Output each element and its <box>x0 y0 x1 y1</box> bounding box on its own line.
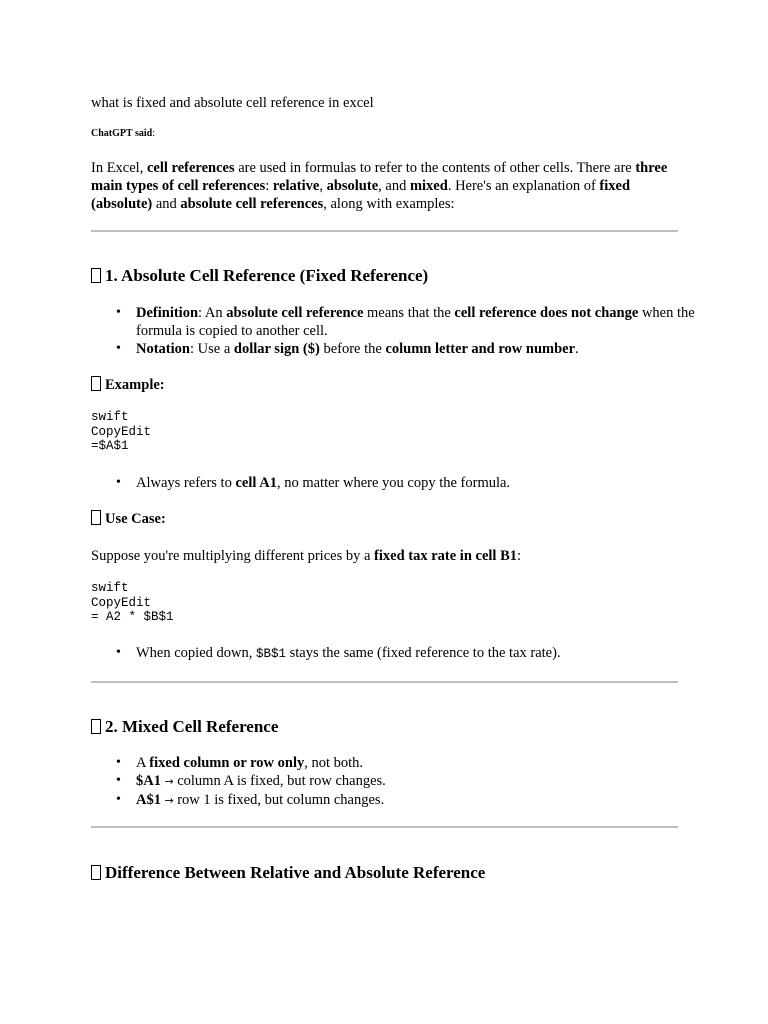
code-block-example: swift CopyEdit =$A$1 <box>91 410 152 454</box>
intro-bold: mixed <box>409 178 448 194</box>
section-2-list <box>91 754 726 810</box>
emoji-placeholder-icon <box>91 376 101 391</box>
divider <box>91 681 678 683</box>
list-text: : Use a <box>189 341 234 357</box>
paragraph-bold: fixed tax rate in cell B1 <box>374 548 517 564</box>
list-text: . <box>575 341 579 357</box>
list-text: means that the <box>363 305 455 321</box>
list-text: A <box>136 755 150 771</box>
arrow-icon: → <box>160 794 178 807</box>
section-3-title: Difference Between Relative and Absolute Reference <box>105 863 486 882</box>
list-text: when the formula is copied to another cell. <box>136 305 695 339</box>
intro-bold: absolute <box>326 178 379 194</box>
usecase-heading-text: Use Case: <box>105 511 166 527</box>
usecase-note-list <box>91 644 726 662</box>
section-1-list <box>91 304 726 358</box>
intro-bold: three main types of cell references <box>91 160 668 194</box>
list-text: row 1 is fixed, but column changes. <box>177 792 385 808</box>
section-2-title: 2. Mixed Cell Reference <box>105 717 279 736</box>
section-2-heading <box>91 717 681 737</box>
list-text: When copied down, <box>136 645 256 661</box>
list-text: column A is fixed, but row changes. <box>177 773 386 789</box>
code-block-usecase: swift CopyEdit = A2 * $B$1 <box>91 581 174 625</box>
intro-bold: fixed (absolute) <box>91 178 631 212</box>
paragraph-text: Suppose you're multiplying different prices by a <box>91 548 375 564</box>
list-bold: cell A1 <box>235 475 277 491</box>
intro-text: In Excel, <box>91 160 147 176</box>
list-bold: dollar sign ($) <box>233 341 320 357</box>
intro-text: : <box>265 178 273 194</box>
list-item <box>136 644 726 662</box>
list-bold: A$1 <box>136 792 161 808</box>
arrow-icon: → <box>160 775 178 788</box>
intro-text: are used in formulas to refer to the contents of other cells. There are <box>234 160 636 176</box>
emoji-placeholder-icon <box>91 268 101 283</box>
emoji-placeholder-icon <box>91 719 101 734</box>
section-1-title: 1. Absolute Cell Reference (Fixed Reference) <box>105 266 429 285</box>
list-text: stays the same (fixed reference to the tax rate). <box>286 645 561 661</box>
intro-text: , <box>319 178 327 194</box>
emoji-placeholder-icon <box>91 510 101 525</box>
list-item <box>136 791 726 810</box>
list-text: , no matter where you copy the formula. <box>276 475 511 491</box>
list-bold: cell reference does not change <box>454 305 639 321</box>
list-bold: $A1 <box>136 773 161 789</box>
intro-paragraph <box>91 159 681 213</box>
intro-bold: cell references <box>146 160 235 176</box>
speaker-label <box>91 128 681 140</box>
list-item <box>136 772 726 791</box>
list-text: before the <box>319 341 386 357</box>
list-item <box>136 754 726 772</box>
paragraph-text: : <box>517 548 522 564</box>
definition-label: Definition <box>136 305 199 321</box>
usecase-paragraph <box>91 547 681 565</box>
list-bold: absolute cell reference <box>226 305 364 321</box>
intro-text: . Here's an explanation of <box>447 178 600 194</box>
section-3-heading <box>91 863 681 883</box>
inline-code: $B$1 <box>256 647 287 661</box>
list-item <box>136 474 726 492</box>
emoji-placeholder-icon <box>91 865 101 880</box>
usecase-heading <box>91 510 681 528</box>
list-item-definition <box>136 304 726 340</box>
divider <box>91 230 678 232</box>
intro-text: , and <box>378 178 410 194</box>
intro-text: , along with examples: <box>323 196 455 212</box>
intro-text: and <box>152 196 181 212</box>
section-1-heading <box>91 266 681 286</box>
intro-bold: relative <box>272 178 320 194</box>
speaker-suffix: : <box>152 128 156 139</box>
list-text: : An <box>198 305 227 321</box>
list-item-notation <box>136 340 726 358</box>
notation-label: Notation <box>136 341 190 357</box>
list-text: , not both. <box>304 755 364 771</box>
example-heading <box>91 376 681 394</box>
user-prompt: what is fixed and absolute cell reference in excel <box>91 95 374 111</box>
list-bold: fixed column or row only <box>149 755 305 771</box>
list-bold: column letter and row number <box>385 341 576 357</box>
example-note-list <box>91 474 726 492</box>
example-heading-text: Example: <box>105 377 165 393</box>
divider <box>91 826 678 828</box>
speaker-name: ChatGPT said <box>91 128 153 139</box>
intro-bold: absolute cell references <box>180 196 324 212</box>
list-text: Always refers to <box>136 475 236 491</box>
